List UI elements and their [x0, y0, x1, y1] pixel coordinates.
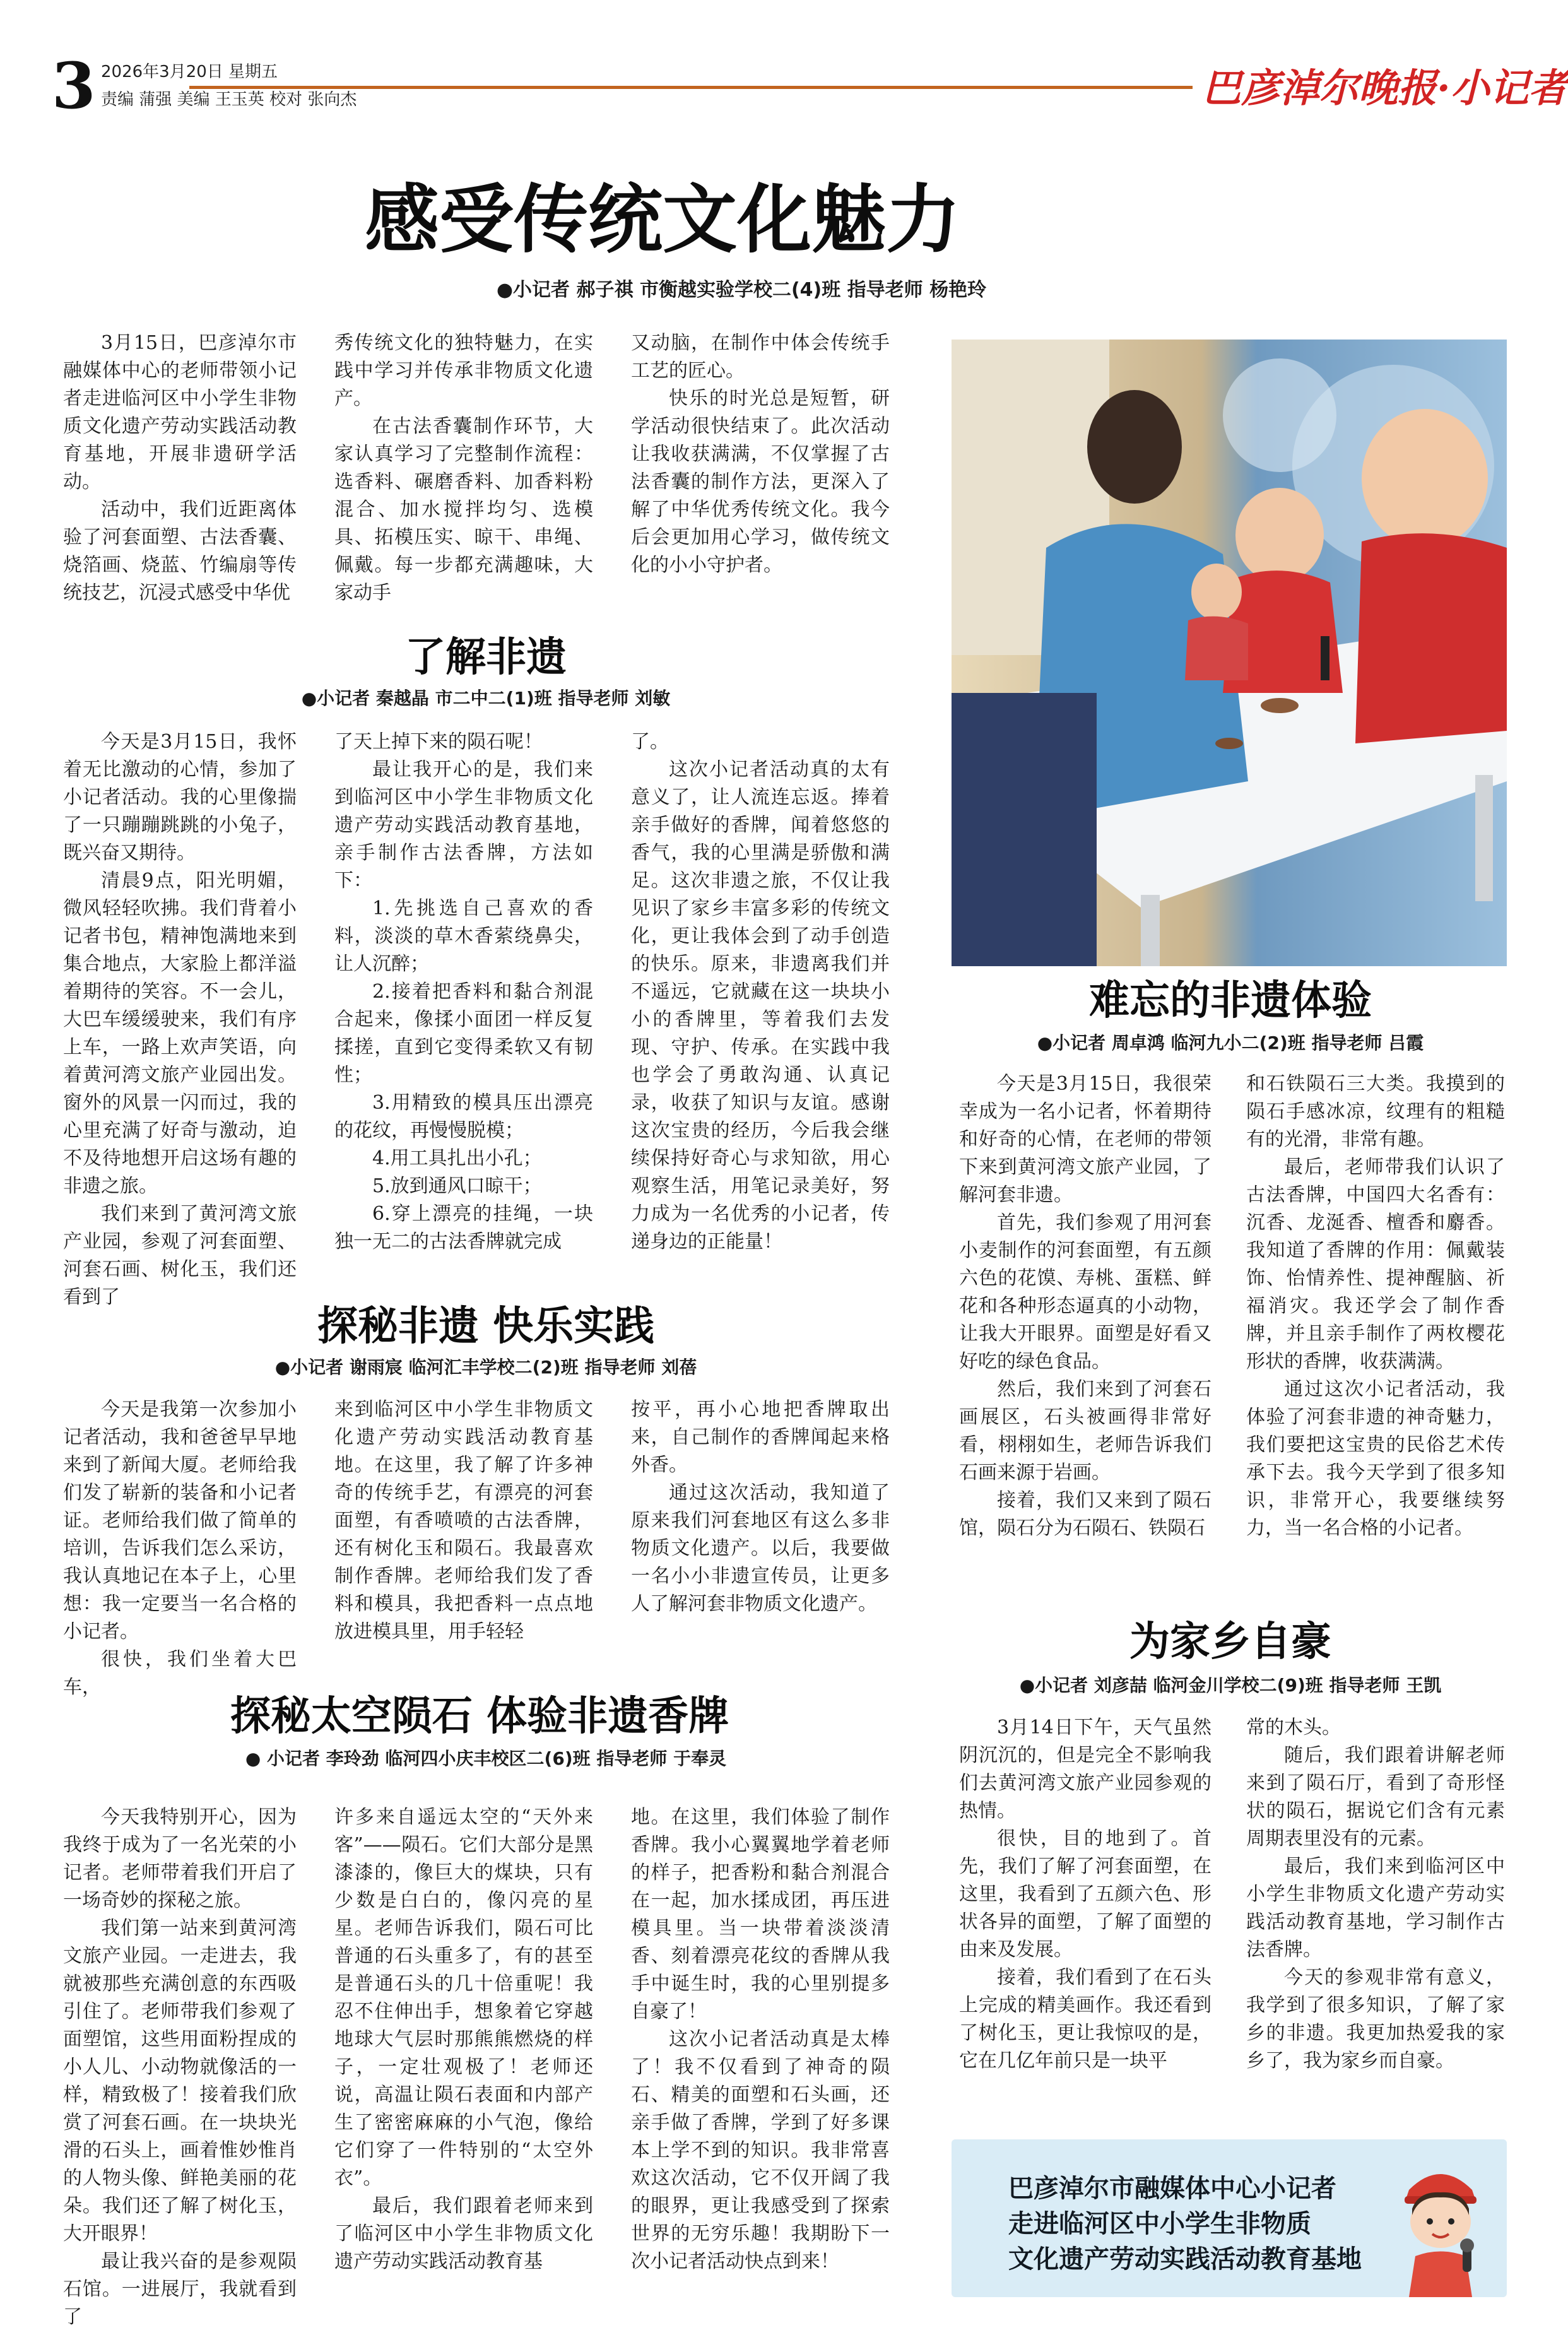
a2-col1: 今天是3月15日，我怀着无比激动的心情，参加了小记者活动。我的心里像揣了一只蹦蹦跳跳的小兔子，既兴奋又期待。 清晨9点，阳光明媚，微风轻轻吹拂。我们背着小记者书包，精神饱满地来到集合地点，大家脸上都洋溢着期待的笑容。不一会儿，大巴车缓缓驶来，我们有序上车，一路上欢声笑语，向着黄河湾文旅产业园出发。窗外的风景一闪而过，我的心里充满了好奇与激动，迫不及待地想开启这场有趣的非遗之旅。 我们来到了黄河湾文旅产业园，参观了河套面塑、河套石画、树化玉，我们还看到了 — [63, 731, 297, 1308]
banner-line: 巴彦淖尔市融媒体中心小记者 — [1008, 2174, 1336, 2203]
title-a5: 难忘的非遗体验 — [1089, 978, 1372, 1024]
a1-col2: 秀传统文化的独特魅力，在实践中学习并传承非物质文化遗产。 在古法香囊制作环节，大家认真学习了完整制作流程：选香料、碾磨香料、加香料粉混合、加水搅拌均匀、选模具、拓模压实、晾干、串绳、佩戴。每一步都充满趣味，大家动手 — [334, 332, 593, 604]
byline-a1: ●小记者 郝子祺 市衡越实验学校二(4)班 指导老师 杨艳玲 — [496, 279, 987, 301]
title-a6: 为家乡自豪 — [1129, 1619, 1331, 1665]
editor-credits: 责编 蒲强 美编 王玉英 校对 张向杰 — [101, 90, 357, 109]
issue-date: 2026年3月20日 星期五 — [101, 62, 278, 81]
a1-col3: 又动脑，在制作中体会传统手工艺的匠心。 快乐的时光总是短暂，研学活动很快结束了。此次活动让我收获满满，不仅掌握了古法香囊的制作方法，更深入了解了中华优秀传统文化。我今后会更加用心学习，做传统文化的小小守护者。 — [631, 332, 890, 576]
a2-col2: 了天上掉下来的陨石呢！ 最让我开心的是，我们来到临河区中小学生非物质文化遗产劳动实践活动教育基地，亲手制作古法香牌，方法如下： 1.先挑选自己喜欢的香料，淡淡的草木香萦绕鼻尖，让人沉醉； 2.接着把香料和黏合剂混合起来，像揉小面团一样反复揉搓，直到它变得柔软又有韧性； 3.用精致的模具压出漂亮的花纹，再慢慢脱模； 4.用工具扎出小孔； 5.放到通风口晾干； 6.穿上漂亮的挂绳，一块独一无二的古法香牌就完成 — [334, 731, 593, 1253]
page-number: 3 — [52, 49, 96, 123]
a4-col2: 许多来自遥远太空的“天外来客”——陨石。它们大部分是黑漆漆的，像巨大的煤块，只有少数是白白的，像闪亮的星星。老师告诉我们，陨石可比普通的石头重多了，有的甚至是普通石头的几十倍重呢！我忍不住伸出手，想象着它穿越地球大气层时那熊熊燃烧的样子，一定壮观极了！老师还说，高温让陨石表面和内部产生了密密麻麻的小气泡，像给它们穿了一件特别的“太空外衣”。 最后，我们跟着老师来到了临河区中小学生非物质文化遗产劳动实践活动教育基 — [334, 1806, 593, 2273]
a6-col2: 常的木头。 随后，我们跟着讲解老师来到了陨石厅，看到了奇形怪状的陨石，据说它们含有元素周期表里没有的元素。 最后，我们来到临河区中小学生非物质文化遗产劳动实践活动教育基地，学习制作古法香牌。 今天的参观非常有意义，我学到了很多知识，了解了家乡的非遗。我更加热爱我的家乡了，我为家乡而自豪。 — [1246, 1717, 1505, 2072]
banner-text — [1008, 2171, 1362, 2277]
byline-a5: ●小记者 周卓鸿 临河九小二(2)班 指导老师 吕霞 — [1037, 1032, 1424, 1053]
title-a4: 探秘太空陨石 体验非遗香牌 — [230, 1693, 729, 1740]
byline-a4: ● 小记者 李玲劲 临河四小庆丰校区二(6)班 指导老师 于奉灵 — [245, 1748, 727, 1769]
a1-col1: 3月15日，巴彦淖尔市融媒体中心的老师带领小记者走进临河区中小学生非物质文化遗产劳动实践活动教育基地，开展非遗研学活动。 活动中，我们近距离体验了河套面塑、古法香囊、烧箔画、烧蓝、竹编扇等传统技艺，沉浸式感受中华优 — [63, 332, 297, 604]
a3-col2: 来到临河区中小学生非物质文化遗产劳动实践活动教育基地。在这里，我了解了许多神奇的传统手艺，有漂亮的河套面塑，有香喷喷的古法香牌，还有树化玉和陨石。我最喜欢制作香牌。老师给我们发了香料和模具，我把香料一点点地放进模具里，用手轻轻 — [334, 1398, 593, 1643]
title-a3: 探秘非遗 快乐实践 — [317, 1303, 655, 1350]
a3-col1: 今天是我第一次参加小记者活动，我和爸爸早早地来到了新闻大厦。老师给我们发了崭新的装备和小记者证。老师给我们做了简单的培训，告诉我们怎么采访，我认真地记在本子上，心里想：我一定要当一名合格的小记者。 很快，我们坐着大巴车， — [63, 1398, 297, 1698]
a3-col3: 按平，再小心地把香牌取出来，自己制作的香牌闻起来格外香。 通过这次活动，我知道了原来我们河套地区有这么多非物质文化遗产。以后，我要做一名小小非遗宣传员，让更多人了解河套非物质文化遗产。 — [631, 1398, 890, 1615]
a2-col3: 了。 这次小记者活动真的太有意义了，让人流连忘返。捧着亲手做好的香牌，闻着悠悠的香气，我的心里满是骄傲和满足。这次非遗之旅，不仅让我见识了家乡丰富多彩的传统文化，更让我体会到了动手创造的快乐。原来，非遗离我们并不遥远，它就藏在这一块块小小的香牌里，等着我们去发现、守护、传承。在实践中我也学会了勇敢沟通、认真记录，收获了知识与友谊。感谢这次宝贵的经历，今后我会继续保持好奇心与求知欲，用心观察生活，用笔记录美好，努力成为一名优秀的小记者，传递身边的正能量！ — [631, 731, 890, 1253]
event-banner — [952, 2139, 1507, 2297]
a4-col1: 今天我特别开心，因为我终于成为了一名光荣的小记者。老师带着我们开启了一场奇妙的探秘之旅。 我们第一站来到黄河湾文旅产业园。一走进去，我就被那些充满创意的东西吸引住了。老师带我们参观了面塑馆，这些用面粉捏成的小人儿、小动物就像活的一样，精致极了！接着我们欣赏了河套石画。在一块块光滑的石头上，画着惟妙惟肖的人物头像、鲜艳美丽的花朵。我们还了解了树化玉，大开眼界！ 最让我兴奋的是参观陨石馆。一进展厅，我就看到了 — [63, 1806, 297, 2328]
banner-line: 文化遗产劳动实践活动教育基地 — [1008, 2245, 1362, 2274]
cartoon-reporter-icon — [1387, 2152, 1494, 2297]
a5-col1: 今天是3月15日，我很荣幸成为一名小记者，怀着期待和好奇的心情，在老师的带领下来到黄河湾文旅产业园，了解河套非遗。 首先，我们参观了用河套小麦制作的河套面塑，有五颜六色的花馍、寿桃、蛋糕、鲜花和各种形态逼真的小动物，让我大开眼界。面塑是好看又好吃的绿色食品。 然后，我们来到了河套石画展区，石头被画得非常好看，栩栩如生，老师告诉我们石画来源于岩画。 接着，我们又来到了陨石馆，陨石分为石陨石、铁陨石 — [959, 1073, 1211, 1539]
a4-col3: 地。在这里，我们体验了制作香牌。我小心翼翼地学着老师的样子，把香粉和黏合剂混合在一起，加水揉成团，再压进模具里。当一块带着淡淡清香、刻着漂亮花纹的香牌从我手中诞生时，我的心里别提多自豪了！ 这次小记者活动真是太棒了！我不仅看到了神奇的陨石、精美的面塑和石头画，还亲手做了香牌，学到了好多课本上学不到的知识。我非常喜欢这次活动，它不仅开阔了我的眼界，更让我感受到了探索世界的无穷乐趣！我期盼下一次小记者活动快点到来！ — [631, 1806, 890, 2273]
a5-col2: 和石铁陨石三大类。我摸到的陨石手感冰凉，纹理有的粗糙有的光滑，非常有趣。 最后，老师带我们认识了古法香牌，中国四大名香有：沉香、龙涎香、檀香和麝香。我知道了香牌的作用：佩戴装饰、怡情养性、提神醒脑、祈福消灾。我还学会了制作香牌，并且亲手制作了两枚樱花形状的香牌，收获满满。 通过这次小记者活动，我体验了河套非遗的神奇魅力，我们要把这宝贵的民俗艺术传承下去。我今天学到了很多知识，非常开心，我要继续努力，当一名合格的小记者。 — [1246, 1073, 1505, 1539]
header-rule — [189, 86, 1193, 89]
byline-a2: ●小记者 秦越晶 市二中二(1)班 指导老师 刘敏 — [301, 688, 671, 709]
a6-col1: 3月14日下午，天气虽然阴沉沉的，但是完全不影响我们去黄河湾文旅产业园参观的热情。 很快，目的地到了。首先，我们了解了河套面塑，在这里，我看到了五颜六色、形状各异的面塑，了解了面塑的由来及发展。 接着，我们看到了在石头上完成的精美画作。我还看到了树化玉，更让我惊叹的是，它在几亿年前只是一块平 — [959, 1717, 1211, 2072]
byline-a6: ●小记者 刘彦喆 临河金川学校二(9)班 指导老师 王凯 — [1019, 1675, 1442, 1696]
masthead-logo: 巴彦淖尔晚报·小记者 — [1202, 65, 1568, 111]
banner-line: 走进临河区中小学生非物质 — [1008, 2209, 1311, 2238]
title-a2: 了解非遗 — [405, 634, 567, 681]
byline-a3: ●小记者 谢雨宸 临河汇丰学校二(2)班 指导老师 刘蓓 — [274, 1357, 697, 1378]
main-title: 感受传统文化魅力 — [364, 175, 960, 263]
children-making-incense-photo — [952, 340, 1507, 966]
